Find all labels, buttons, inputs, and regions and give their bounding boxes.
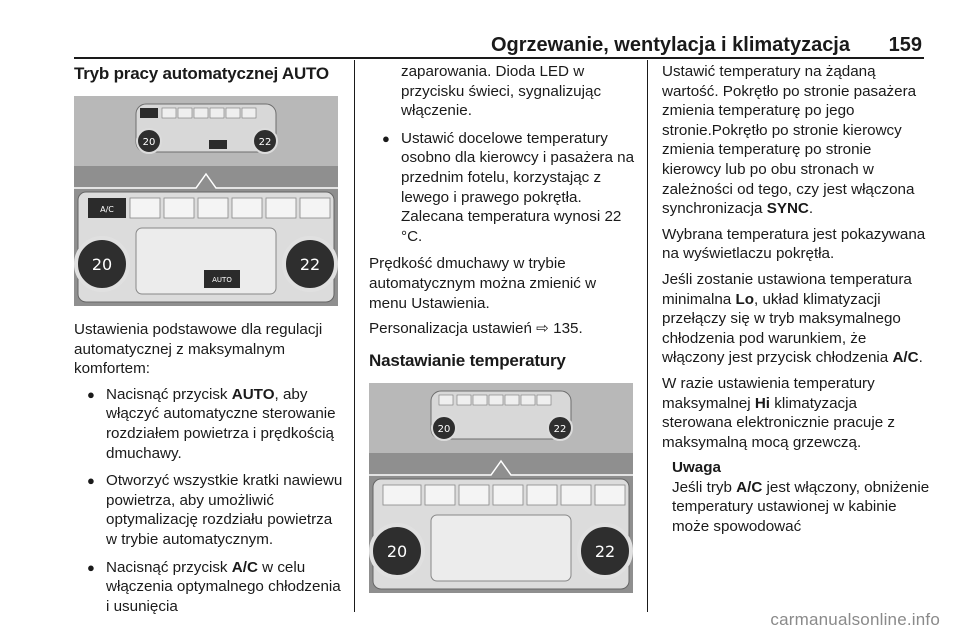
bullet-temperatures: ● Ustawić docelowe temperatury osobno dla kierowcy i pasażera na przednim fotelu, korzystając z lewego i prawego pokrętła. Zalecana temperatura wynosi 22 °C. <box>382 129 635 245</box>
section-heading-auto: Tryb pracy automatycznej AUTO <box>74 64 329 83</box>
column-left <box>74 62 344 624</box>
column-divider <box>647 60 648 612</box>
paragraph-set-temperature: Ustawić temperatury na żądaną wartość. Pokrętło po stronie pasażera zmienia temperaturę po jego stronie.Pokrętło po stronie kierowcy zmienia temperaturę po stronie kierowcy lub po obu stronach w zależności od tego, czy jest włączona synchronizacja SYNC. <box>662 63 917 218</box>
watermark: carmanualsonline.info <box>770 610 940 629</box>
bullet-vents: ● Otworzyć wszystkie kratki nawiewu powietrza, aby umożliwić optymalizację rozdziału powietrza w trybie automatycznym. <box>87 472 343 548</box>
fig2-left-temp: 20 <box>386 541 408 561</box>
column-right <box>662 62 930 543</box>
key-ac-note: A/C <box>736 478 763 496</box>
note-title: Uwaga <box>672 459 721 477</box>
header-rule <box>74 57 924 59</box>
bullet-dot: ● <box>382 130 390 146</box>
paragraph-hi: W razie ustawienia temperatury maksymalnej Hi klimatyzacja sterowana elektronicznie pracuje z maksymalną mocą grzewczą. <box>662 374 895 451</box>
key-ac: A/C <box>231 558 258 576</box>
section-heading-temperature: Nastawianie temperatury <box>369 350 566 370</box>
page-ref: 135. <box>553 320 583 338</box>
fig-right-temp: 22 <box>299 255 321 274</box>
paragraph-display: Wybrana temperatura jest pokazywana na wyświetlaczu pokrętła. <box>662 225 926 263</box>
bullet-dot: ● <box>87 473 95 489</box>
key-auto: AUTO <box>231 385 275 403</box>
fig-auto-button-label: AUTO <box>212 276 232 284</box>
note-box <box>662 458 930 536</box>
paragraph-lo: Jeśli zostanie ustawiona temperatura minimalna Lo, układ klimatyzacji przełączy się w tryb maksymalnego chłodzenia pod warunkiem, że włączony jest przycisk chłodzenia A/C. <box>662 270 923 367</box>
climate-panel-figure-temperature <box>369 383 633 593</box>
page-number: 159 <box>888 34 922 56</box>
fig-ac-button-label: A/C <box>100 205 114 214</box>
fig2-left-temp-small: 20 <box>437 423 451 435</box>
column-middle <box>369 62 635 593</box>
key-hi: Hi <box>754 394 771 412</box>
key-ac-cooling: A/C <box>892 349 919 367</box>
key-lo: Lo <box>735 290 754 308</box>
paragraph-blower: Prędkość dmuchawy w trybie automatycznym można zmienić w menu Ustawienia. <box>369 255 597 312</box>
chapter-title: Ogrzewanie, wentylacja i klimatyzacja <box>490 34 850 56</box>
paragraph-personalization: Personalizacja ustawień ⇨ 135. <box>369 320 583 338</box>
fig-left-temp: 20 <box>91 255 113 274</box>
note-text: Jeśli tryb A/C jest włączony, obniżenie temperatury ustawionej w kabinie może spowodować <box>672 478 930 536</box>
bullet-auto: ● Nacisnąć przycisk AUTO, aby włączyć automatyczne sterowanie rozdziałem powietrza i prędkością dmuchawy. <box>87 385 336 462</box>
page-ref-arrow-icon: ⇨ <box>536 320 549 338</box>
key-sync: SYNC <box>766 200 809 218</box>
bullet-dot: ● <box>87 386 95 402</box>
intro-paragraph: Ustawienia podstawowe dla regulacji automatycznej z maksymalnym komfortem: <box>74 321 323 378</box>
column-divider <box>354 60 355 612</box>
bullet-dot: ● <box>87 559 95 575</box>
fig2-right-temp-small: 22 <box>553 423 567 435</box>
running-header <box>0 34 960 56</box>
fig2-right-temp: 22 <box>594 541 616 561</box>
fig-left-temp-small: 20 <box>142 137 156 148</box>
fig-right-temp-small: 22 <box>258 137 272 148</box>
climate-panel-figure-auto <box>74 96 338 306</box>
bullet-ac: ● Nacisnąć przycisk A/C w celu włączenia optymalnego chłodzenia i usunięcia <box>87 558 341 615</box>
bullet-continuation: zaparowania. Dioda LED w przycisku świeci, sygnalizując włączenie. <box>401 63 602 120</box>
